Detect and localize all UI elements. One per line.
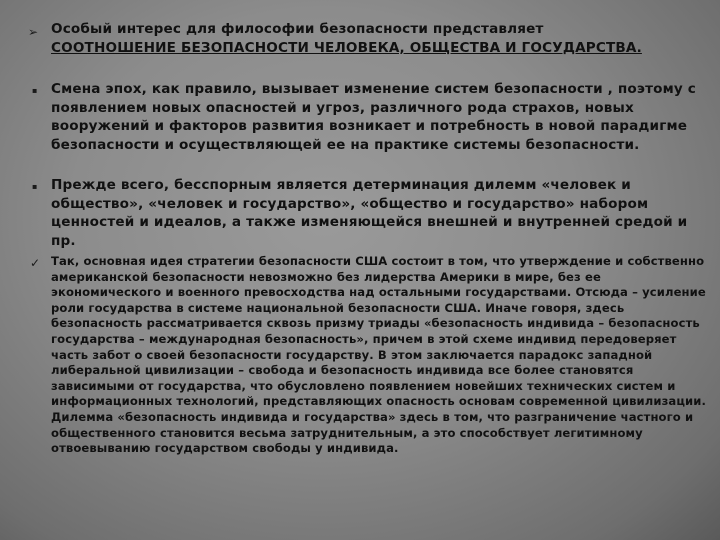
square-bullet-icon: ▪ — [32, 182, 38, 191]
square-bullet-icon: ▪ — [32, 86, 38, 95]
bullet-text-lead: Особый интерес для философии безопасности представляет — [51, 21, 544, 37]
bullet-text: Прежде всего, бесспорным является детерминация дилемм «человек и общество», «человек и государство», «общество и государство» набором ценностей и идеалов, а также изменяющейся внешней и внутренней средой и пр. — [51, 177, 688, 250]
list-item — [0, 80, 720, 172]
bullet-text: Так, основная идея стратегии безопасности США состоит в том, что утверждение и собственно американской безопасности невозможно без лидерства Америки в мире, без ее экономического и военного превосходства над остальными государствами. Отсюда – усиление роли государства в системе национальной безопасности США. Иначе говоря, здесь безопасность рассматривается сквозь призму триады «безопасность индивида – безопасность государства – международная безопасность», причем в этой схеме индивид передоверяет часть забот о своей безопасности государству. В этом заключается парадокс западной либеральной цивилизации – свобода и безопасность индивида все более становятся зависимыми от государства, что обусловлено появлением новейших технических систем и информационных технологий, представляющих опасность основам современной цивилизации. Дилемма «безопасность индивида и государства» здесь в том, что разграничение частного и общественного становится весьма затруднительным, а это способствует легитимному отвоевыванию государством свободы у индивида. — [51, 254, 706, 456]
list-item — [0, 254, 720, 514]
checkmark-bullet-icon: ✓ — [30, 256, 41, 270]
arrow-bullet-icon: ➢ — [28, 25, 39, 39]
bullet-text — [51, 20, 712, 57]
list-item — [0, 20, 720, 64]
bullet-text: Смена эпох, как правило, вызывает изменение систем безопасности , поэтому с появлением новых опасностей и угроз, различного рода страхов, новых вооружений и факторов развития возникает и потребность в новой парадигме безопасности и осуществляющей ее на практике системы безопасности. — [51, 81, 696, 154]
list-item — [0, 176, 720, 252]
bullet-text-emphasis: СООТНОШЕНИЕ БЕЗОПАСНОСТИ ЧЕЛОВЕКА, ОБЩЕСТВА И ГОСУДАРСТВА. — [51, 39, 642, 56]
